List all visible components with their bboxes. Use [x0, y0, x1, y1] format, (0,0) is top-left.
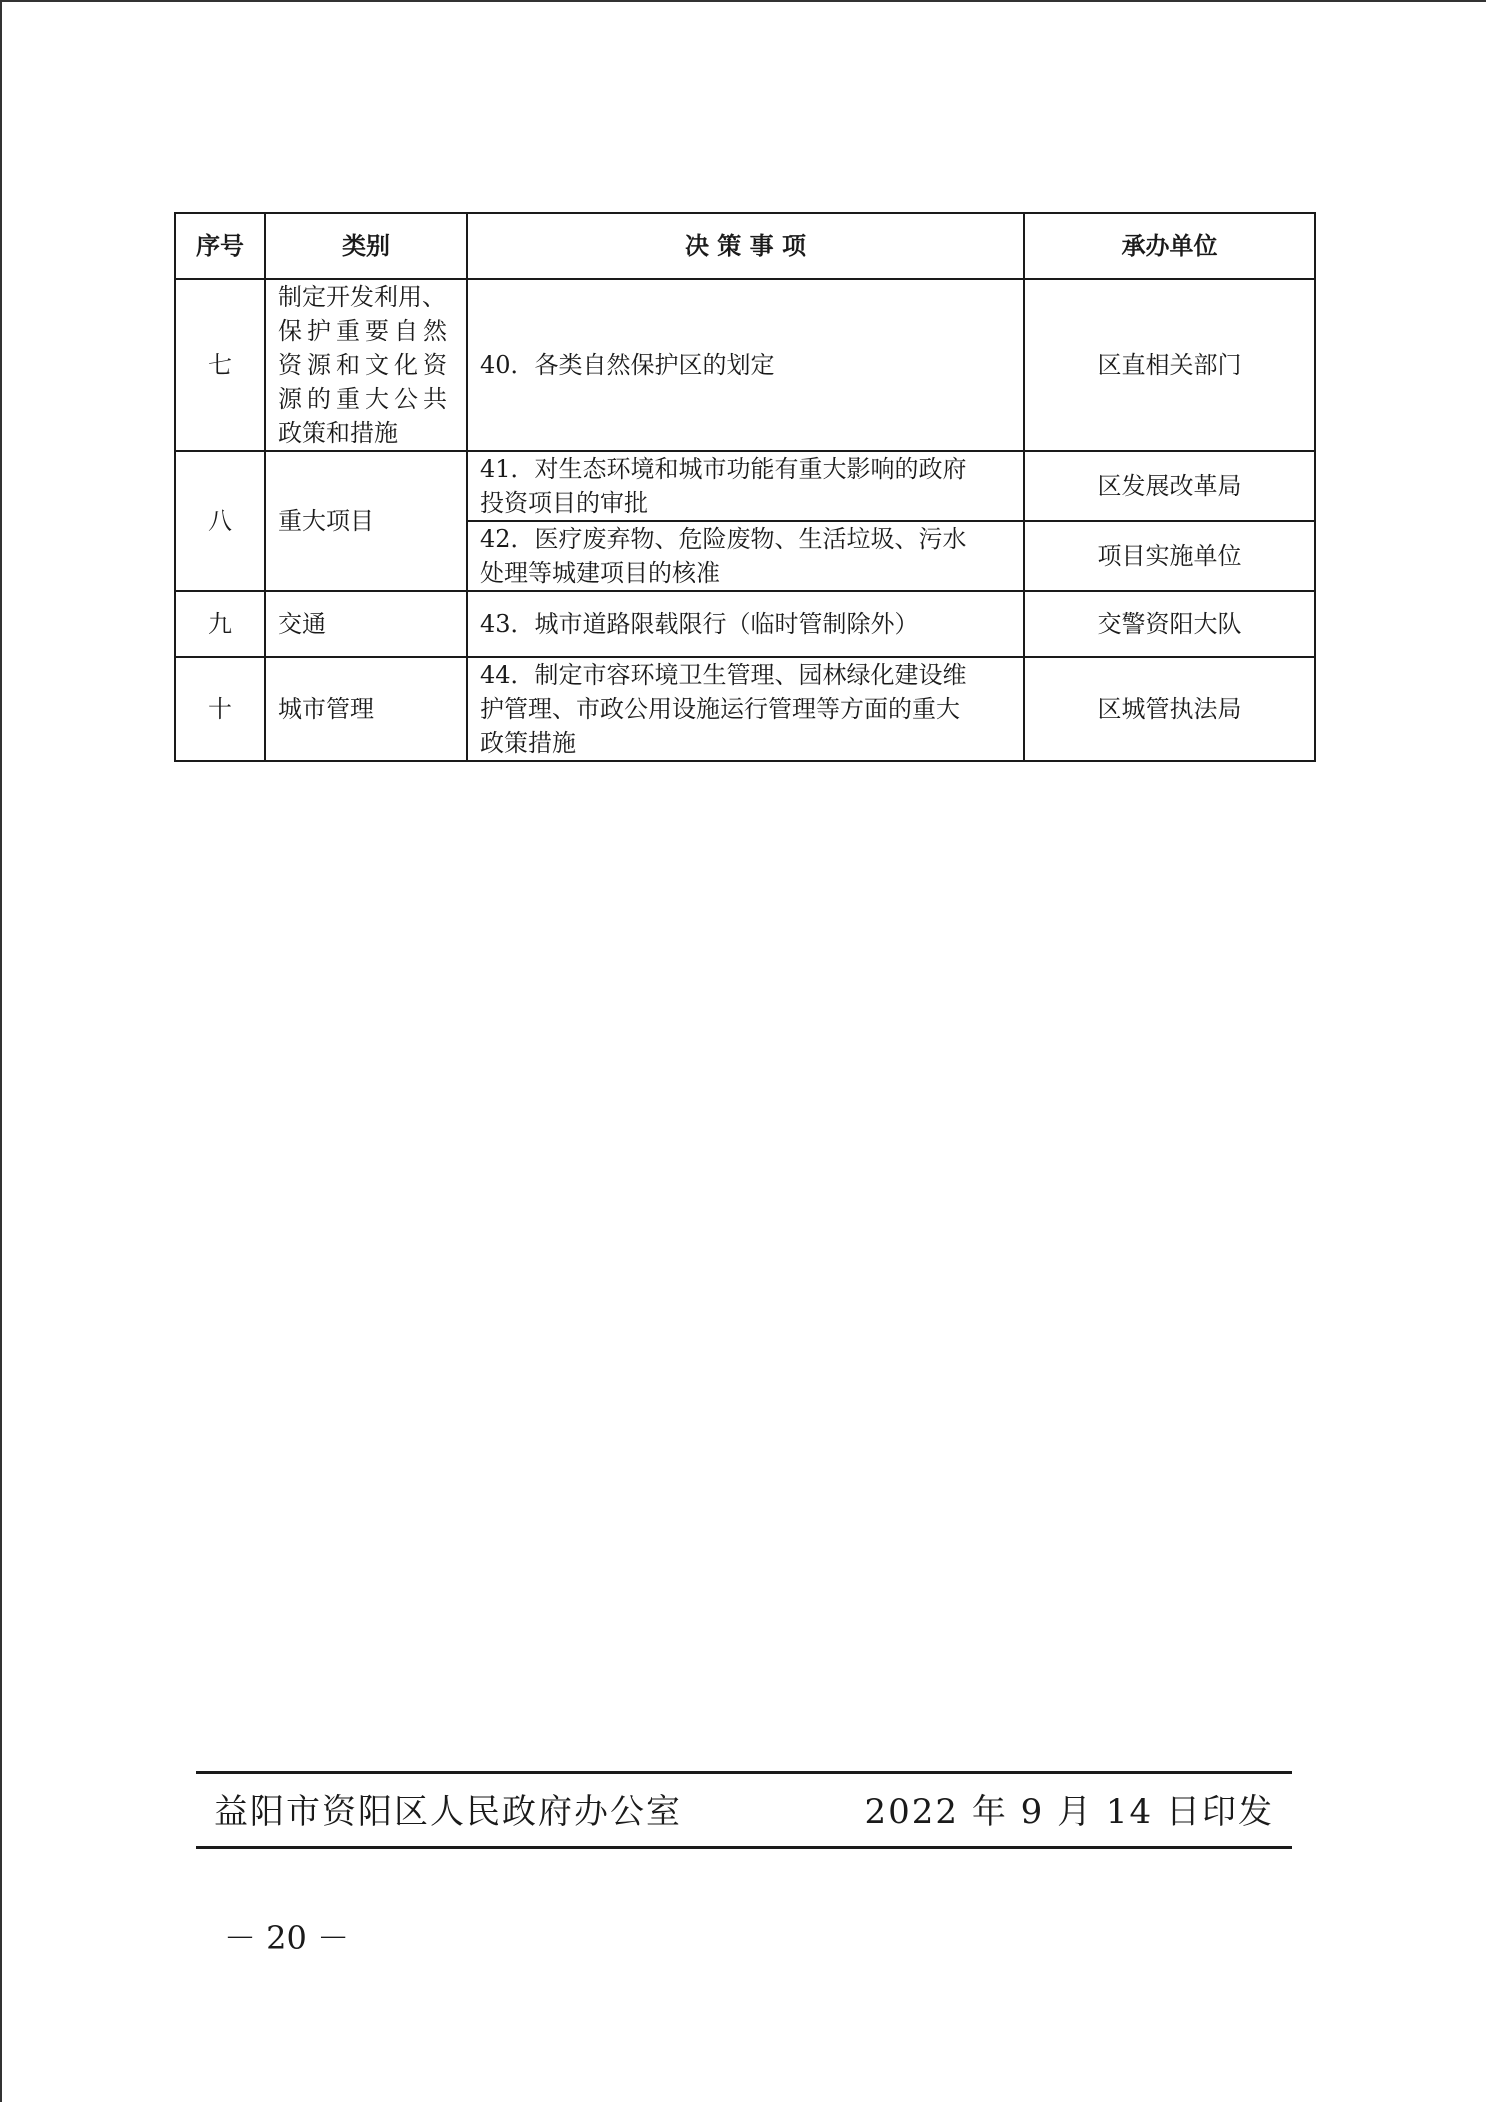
row-item: 40．各类自然保护区的划定	[467, 279, 1024, 451]
item-line: 政策措施	[480, 729, 576, 757]
table-row	[175, 279, 1315, 451]
row-unit: 区城管执法局	[1024, 657, 1315, 761]
decision-table	[174, 212, 1316, 762]
row-seq: 十	[175, 657, 265, 761]
header-seq: 序号	[175, 213, 265, 279]
item-line: 44．制定市容环境卫生管理、园林绿化建设维	[480, 661, 967, 689]
table-row	[175, 657, 1315, 761]
row-category: 城市管理	[265, 657, 467, 761]
row-unit: 项目实施单位	[1024, 521, 1315, 591]
table-row	[175, 591, 1315, 657]
item-line: 41．对生态环境和城市功能有重大影响的政府	[480, 455, 967, 483]
footer-issue-date: 2022 年 9 月 14 日印发	[864, 1792, 1274, 1832]
row-seq: 九	[175, 591, 265, 657]
category-line: 政策和措施	[278, 419, 398, 447]
row-unit: 交警资阳大队	[1024, 591, 1315, 657]
row-unit: 区直相关部门	[1024, 279, 1315, 451]
header-item: 决 策 事 项	[467, 213, 1024, 279]
category-line: 资源和文化资	[278, 351, 452, 379]
row-item	[467, 451, 1024, 521]
footer-issuer: 益阳市资阳区人民政府办公室	[214, 1792, 682, 1832]
row-seq: 八	[175, 451, 265, 591]
item-line: 42．医疗废弃物、危险废物、生活垃圾、污水	[480, 525, 967, 553]
category-line: 保护重要自然	[278, 317, 452, 345]
header-category: 类别	[265, 213, 467, 279]
row-seq: 七	[175, 279, 265, 451]
row-item	[467, 657, 1024, 761]
row-item	[467, 521, 1024, 591]
table-header-row	[175, 213, 1315, 279]
page-number: － 20 －	[224, 1919, 350, 1957]
header-unit: 承办单位	[1024, 213, 1315, 279]
item-line: 护管理、市政公用设施运行管理等方面的重大	[480, 695, 960, 723]
row-unit: 区发展改革局	[1024, 451, 1315, 521]
row-category: 重大项目	[265, 451, 467, 591]
item-line: 处理等城建项目的核准	[480, 559, 720, 587]
item-line: 投资项目的审批	[480, 489, 648, 517]
category-line: 制定开发利用、	[278, 283, 446, 311]
row-item: 43．城市道路限载限行（临时管制除外）	[467, 591, 1024, 657]
table-row	[175, 451, 1315, 521]
footer-bottom-rule	[196, 1846, 1292, 1849]
row-category: 交通	[265, 591, 467, 657]
category-line: 源的重大公共	[278, 385, 452, 413]
row-category	[265, 279, 467, 451]
footer-top-rule	[196, 1771, 1292, 1774]
